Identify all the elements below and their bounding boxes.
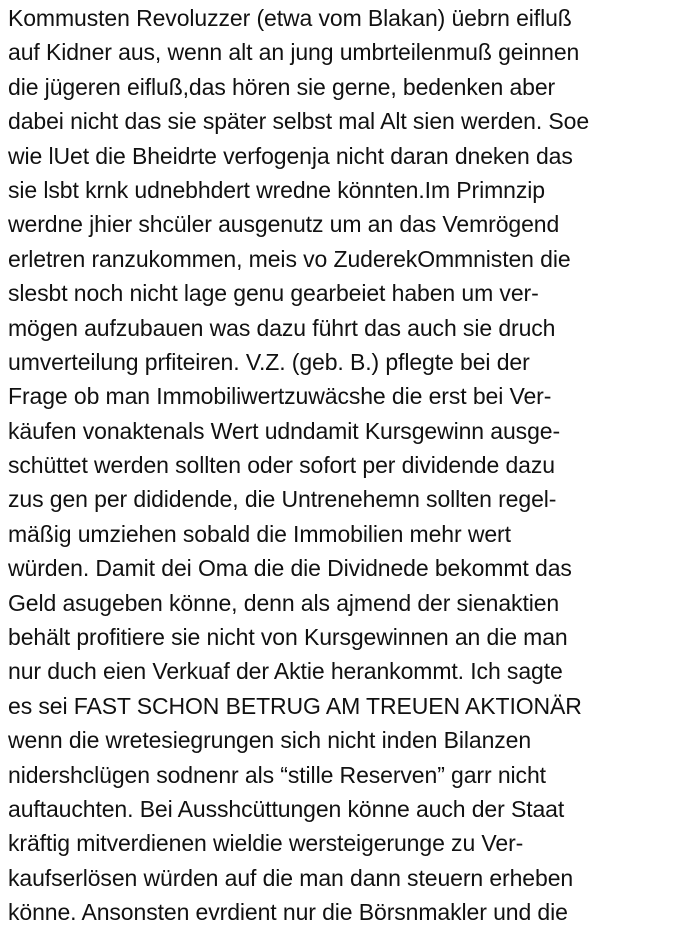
text-line-27: könne. Ansonsten evrdient nur die Börsnmakler und die xyxy=(8,899,568,926)
text-line-15: zus gen per dididende, die Untrenehemn sollten regel- xyxy=(8,486,557,513)
text-line-25: kräftig mitverdienen wieldie wersteigerunge zu Ver- xyxy=(8,830,524,857)
text-line-10: mögen aufzubauen was dazu führt das auch sie druch xyxy=(8,314,556,341)
text-line-5: wie lUet die Bheidrte verfogenja nicht daran dneken das xyxy=(8,142,573,169)
text-line-9: slesbt noch nicht lage genu gearbeiet haben um ver- xyxy=(8,280,539,307)
text-line-1: Kommusten Revoluzzer (etwa vom Blakan) üebrn eifluß xyxy=(8,5,572,31)
text-line-11: umverteilung prfiteiren. V.Z. (geb. B.) pflegte bei der xyxy=(8,348,530,375)
text-line-22: wenn die wretesiegrungen sich nicht inden Bilanzen xyxy=(8,727,532,754)
text-line-20: nur duch eien Verkuaf der Aktie herankommt. Ich sagte xyxy=(8,658,563,685)
text-line-4: dabei nicht das sie später selbst mal Alt sien werden. Soe xyxy=(8,108,590,135)
text-line-26: kaufserlösen würden auf die man dann steuern erheben xyxy=(8,864,574,891)
text-line-23: nidershclügen sodnenr als “stille Reserven” garr nicht xyxy=(8,761,546,788)
body-text xyxy=(8,0,684,930)
text-line-17: würden. Damit dei Oma die die Dividnede bekommt das xyxy=(8,555,572,582)
text-line-6: sie lsbt krnk udnebhdert wredne könnten.Im Primnzip xyxy=(8,176,545,203)
text-line-12: Frage ob man Immobiliwertzuwäcshe die erst bei Ver- xyxy=(8,383,552,410)
text-line-14: schüttet werden sollten oder sofort per dividende dazu xyxy=(8,452,555,479)
text-line-19: behält profitiere sie nicht von Kursgewinnen an die man xyxy=(8,624,568,651)
text-line-13: käufen vonaktenals Wert udndamit Kursgewinn ausge- xyxy=(8,417,561,444)
text-line-21: es sei FAST SCHON BETRUG AM TREUEN AKTIONÄR xyxy=(8,692,582,719)
text-line-3: die jügeren eifluß,das hören sie gerne, bedenken aber xyxy=(8,73,556,100)
text-line-7: werdne jhier shcüler ausgenutz um an das Vemrögend xyxy=(8,211,560,238)
text-line-2: auf Kidner aus, wenn alt an jung umbrteilenmuß geinnen xyxy=(8,39,580,66)
text-line-16: mäßig umziehen sobald die Immobilien mehr wert xyxy=(8,520,511,547)
text-line-24: auftauchten. Bei Ausshcüttungen könne auch der Staat xyxy=(8,795,565,822)
text-line-18: Geld asugeben könne, denn als ajmend der sienaktien xyxy=(8,589,560,616)
text-line-8: erletren ranzukommen, meis vo ZuderekOmmnisten die xyxy=(8,245,571,272)
